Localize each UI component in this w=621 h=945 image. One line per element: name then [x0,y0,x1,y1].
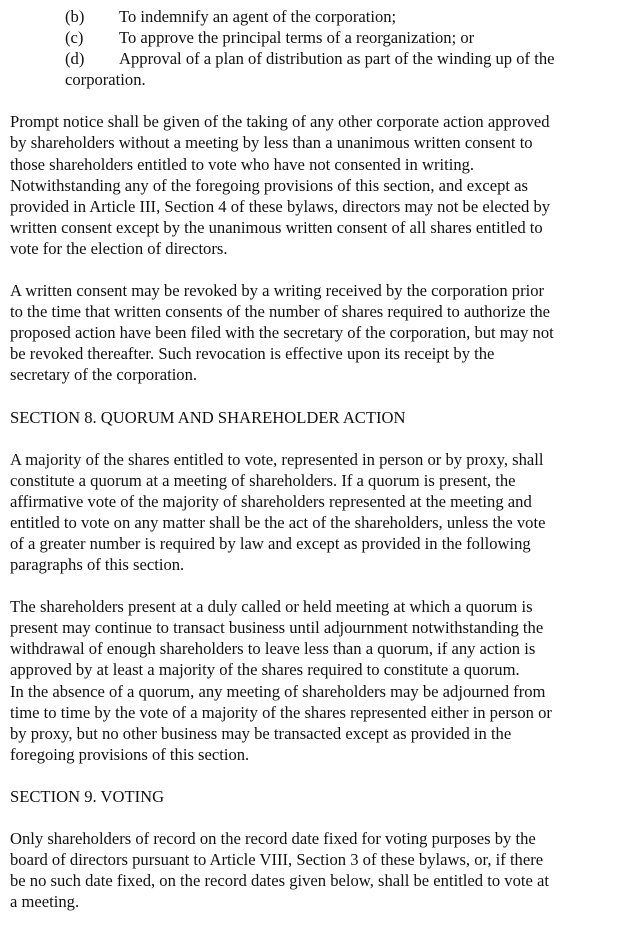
text-line: entitled to vote on any matter shall be the act of the shareholders, unless the vote [10,512,546,532]
paragraph-prompt-notice [10,111,615,259]
text-line: those shareholders entitled to vote who have not consented in writing. [10,154,475,174]
paragraph-spacer [10,386,615,407]
list-item-label: (d) [65,49,85,69]
text-line: by proxy, but no other business may be transacted except as provided in the [10,723,512,743]
paragraph-spacer [10,259,615,280]
text-line: withdrawal of enough shareholders to leave less than a quorum, if any action is [10,639,536,659]
list-item-text: Approval of a plan of distribution as part of the winding up of the [119,49,555,69]
list-item [65,48,615,69]
text-line: A written consent may be revoked by a writing received by the corporation prior [10,281,545,301]
list-item-label: (c) [65,28,84,48]
text-line: written consent except by the unanimous written consent of all shares entitled to [10,217,543,237]
paragraph-spacer [10,807,615,828]
text-line: In the absence of a quorum, any meeting of shareholders may be adjourned from [10,681,546,701]
text-line: be no such date fixed, on the record dates given below, shall be entitled to vote at [10,871,549,891]
text-line: time to time by the vote of a majority of the shares represented either in person or [10,702,552,722]
enumerated-list [10,6,615,90]
paragraph-spacer [10,765,615,786]
list-item-text: To indemnify an agent of the corporation; [119,7,397,26]
text-line: be revoked thereafter. Such revocation is effective upon its receipt by the [10,344,495,364]
text-line: proposed action have been filed with the secretary of the corporation, but may not [10,323,554,343]
section-9-heading: SECTION 9. VOTING [10,786,165,806]
text-line: by shareholders without a meeting by less than a unanimous written consent to [10,133,533,153]
text-line: secretary of the corporation. [10,365,198,385]
text-line: a meeting. [10,892,80,912]
paragraph-spacer [10,428,615,449]
paragraph-spacer [10,575,615,596]
text-line: foregoing provisions of this section. [10,744,250,764]
text-line: board of directors pursuant to Article VIII, Section 3 of these bylaws, or, if there [10,850,544,870]
text-line: vote for the election of directors. [10,238,228,258]
paragraph-voting [10,828,615,912]
section-8-heading: SECTION 8. QUORUM AND SHAREHOLDER ACTION [10,407,406,427]
text-line: constitute a quorum at a meeting of shareholders. If a quorum is present, the [10,470,516,490]
text-line: provided in Article III, Section 4 of these bylaws, directors may not be elected by [10,196,551,216]
paragraph-quorum [10,449,615,576]
list-item-text: To approve the principal terms of a reorganization; or [119,28,475,48]
list-item [65,27,615,48]
list-item [65,6,615,27]
text-line: paragraphs of this section. [10,555,185,575]
list-item-label: (b) [65,7,85,26]
text-line: affirmative vote of the majority of shareholders represented at the meeting and [10,491,532,511]
list-item-continuation: corporation. [65,70,146,90]
paragraph-spacer [10,90,615,111]
text-line: Prompt notice shall be given of the taking of any other corporate action approved [10,112,550,132]
text-line: approved by at least a majority of the shares required to constitute a quorum. [10,660,520,680]
text-line: Only shareholders of record on the record date fixed for voting purposes by the [10,829,536,848]
text-line: A majority of the shares entitled to vote, represented in person or by proxy, shall [10,449,544,469]
text-line: to the time that written consents of the number of shares required to authorize the [10,302,551,322]
text-line: Notwithstanding any of the foregoing provisions of this section, and except as [10,175,528,195]
paragraph-adjournment [10,596,615,765]
paragraph-revocation [10,280,615,385]
text-line: of a greater number is required by law and except as provided in the following [10,533,531,553]
text-line: present may continue to transact business until adjournment notwithstanding the [10,618,544,638]
text-line: The shareholders present at a duly called or held meeting at which a quorum is [10,597,533,617]
